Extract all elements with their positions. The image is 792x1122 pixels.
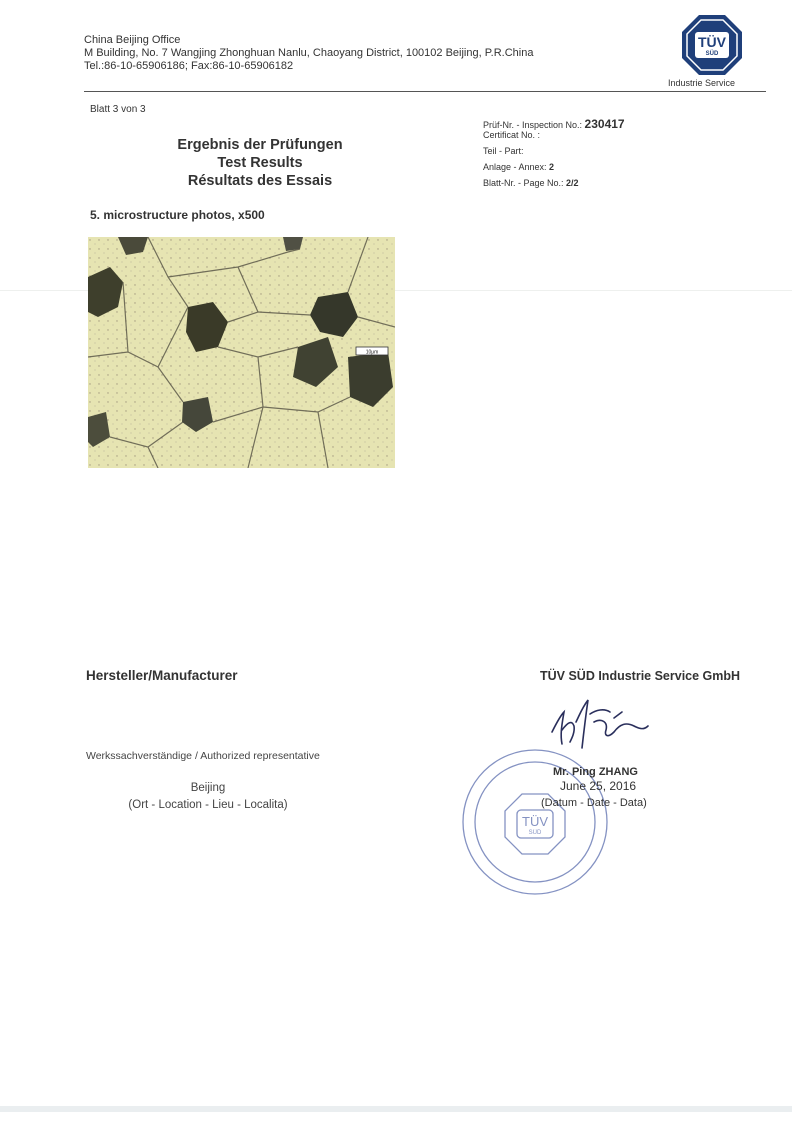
scale-bar-label: 10μm	[365, 349, 379, 356]
inspection-value: 230417	[584, 117, 625, 131]
office-name: China Beijing Office	[84, 34, 181, 46]
authorized-rep-label: Werkssachverständige / Authorized representative	[86, 750, 320, 762]
office-phone-fax: Tel.:86-10-65906186; Fax:86-10-65906182	[84, 60, 294, 72]
header-divider	[84, 91, 766, 92]
section-title: 5. microstructure photos, x500	[90, 208, 265, 222]
signature-date: June 25, 2016	[560, 779, 637, 793]
page-value: 2/2	[566, 178, 579, 188]
stamp-logo-text: TÜV	[522, 814, 548, 829]
stamp-logo-sub: SÜD	[528, 830, 542, 836]
logo-sub: SÜD	[705, 51, 719, 57]
title-fr: Résultats des Essais	[187, 173, 333, 189]
office-address-block	[84, 34, 533, 73]
microstructure-photo	[88, 237, 395, 468]
title-en: Test Results	[217, 155, 303, 171]
location-block	[118, 780, 298, 814]
page-title	[140, 136, 380, 190]
certificat-label: Certificat No. :	[483, 130, 541, 140]
location-caption: (Ort - Location - Lieu - Localita)	[128, 799, 288, 811]
signer-name: Mr. Ping ZHANG	[553, 766, 638, 778]
inspection-label: Prüf-Nr. - Inspection No.:	[483, 120, 585, 130]
title-de: Ergebnis der Prüfungen	[177, 137, 343, 153]
logo-text: TÜV	[698, 34, 726, 50]
scan-bottom-band	[0, 1106, 792, 1112]
manufacturer-label: Hersteller/Manufacturer	[86, 668, 238, 683]
logo-caption: Industrie Service	[668, 78, 736, 88]
annex-label: Anlage - Annex:	[483, 162, 550, 172]
location-value: Beijing	[190, 782, 226, 794]
sheet-number: Blatt 3 von 3	[90, 104, 146, 115]
inspection-meta	[483, 118, 625, 190]
annex-row	[483, 161, 625, 174]
tuv-logo	[681, 14, 743, 76]
office-address: M Building, No. 7 Wangjing Zhonghuan Nanlu, Chaoyang District, 100102 Beijing, P.R.China	[84, 47, 534, 59]
annex-value: 2	[549, 162, 555, 172]
page-label: Blatt-Nr. - Page No.:	[483, 178, 567, 188]
date-caption: (Datum - Date - Data)	[541, 797, 647, 809]
company-name: TÜV SÜD Industrie Service GmbH	[540, 669, 741, 683]
part-label: Teil - Part:	[483, 146, 524, 156]
page-row	[483, 177, 625, 190]
